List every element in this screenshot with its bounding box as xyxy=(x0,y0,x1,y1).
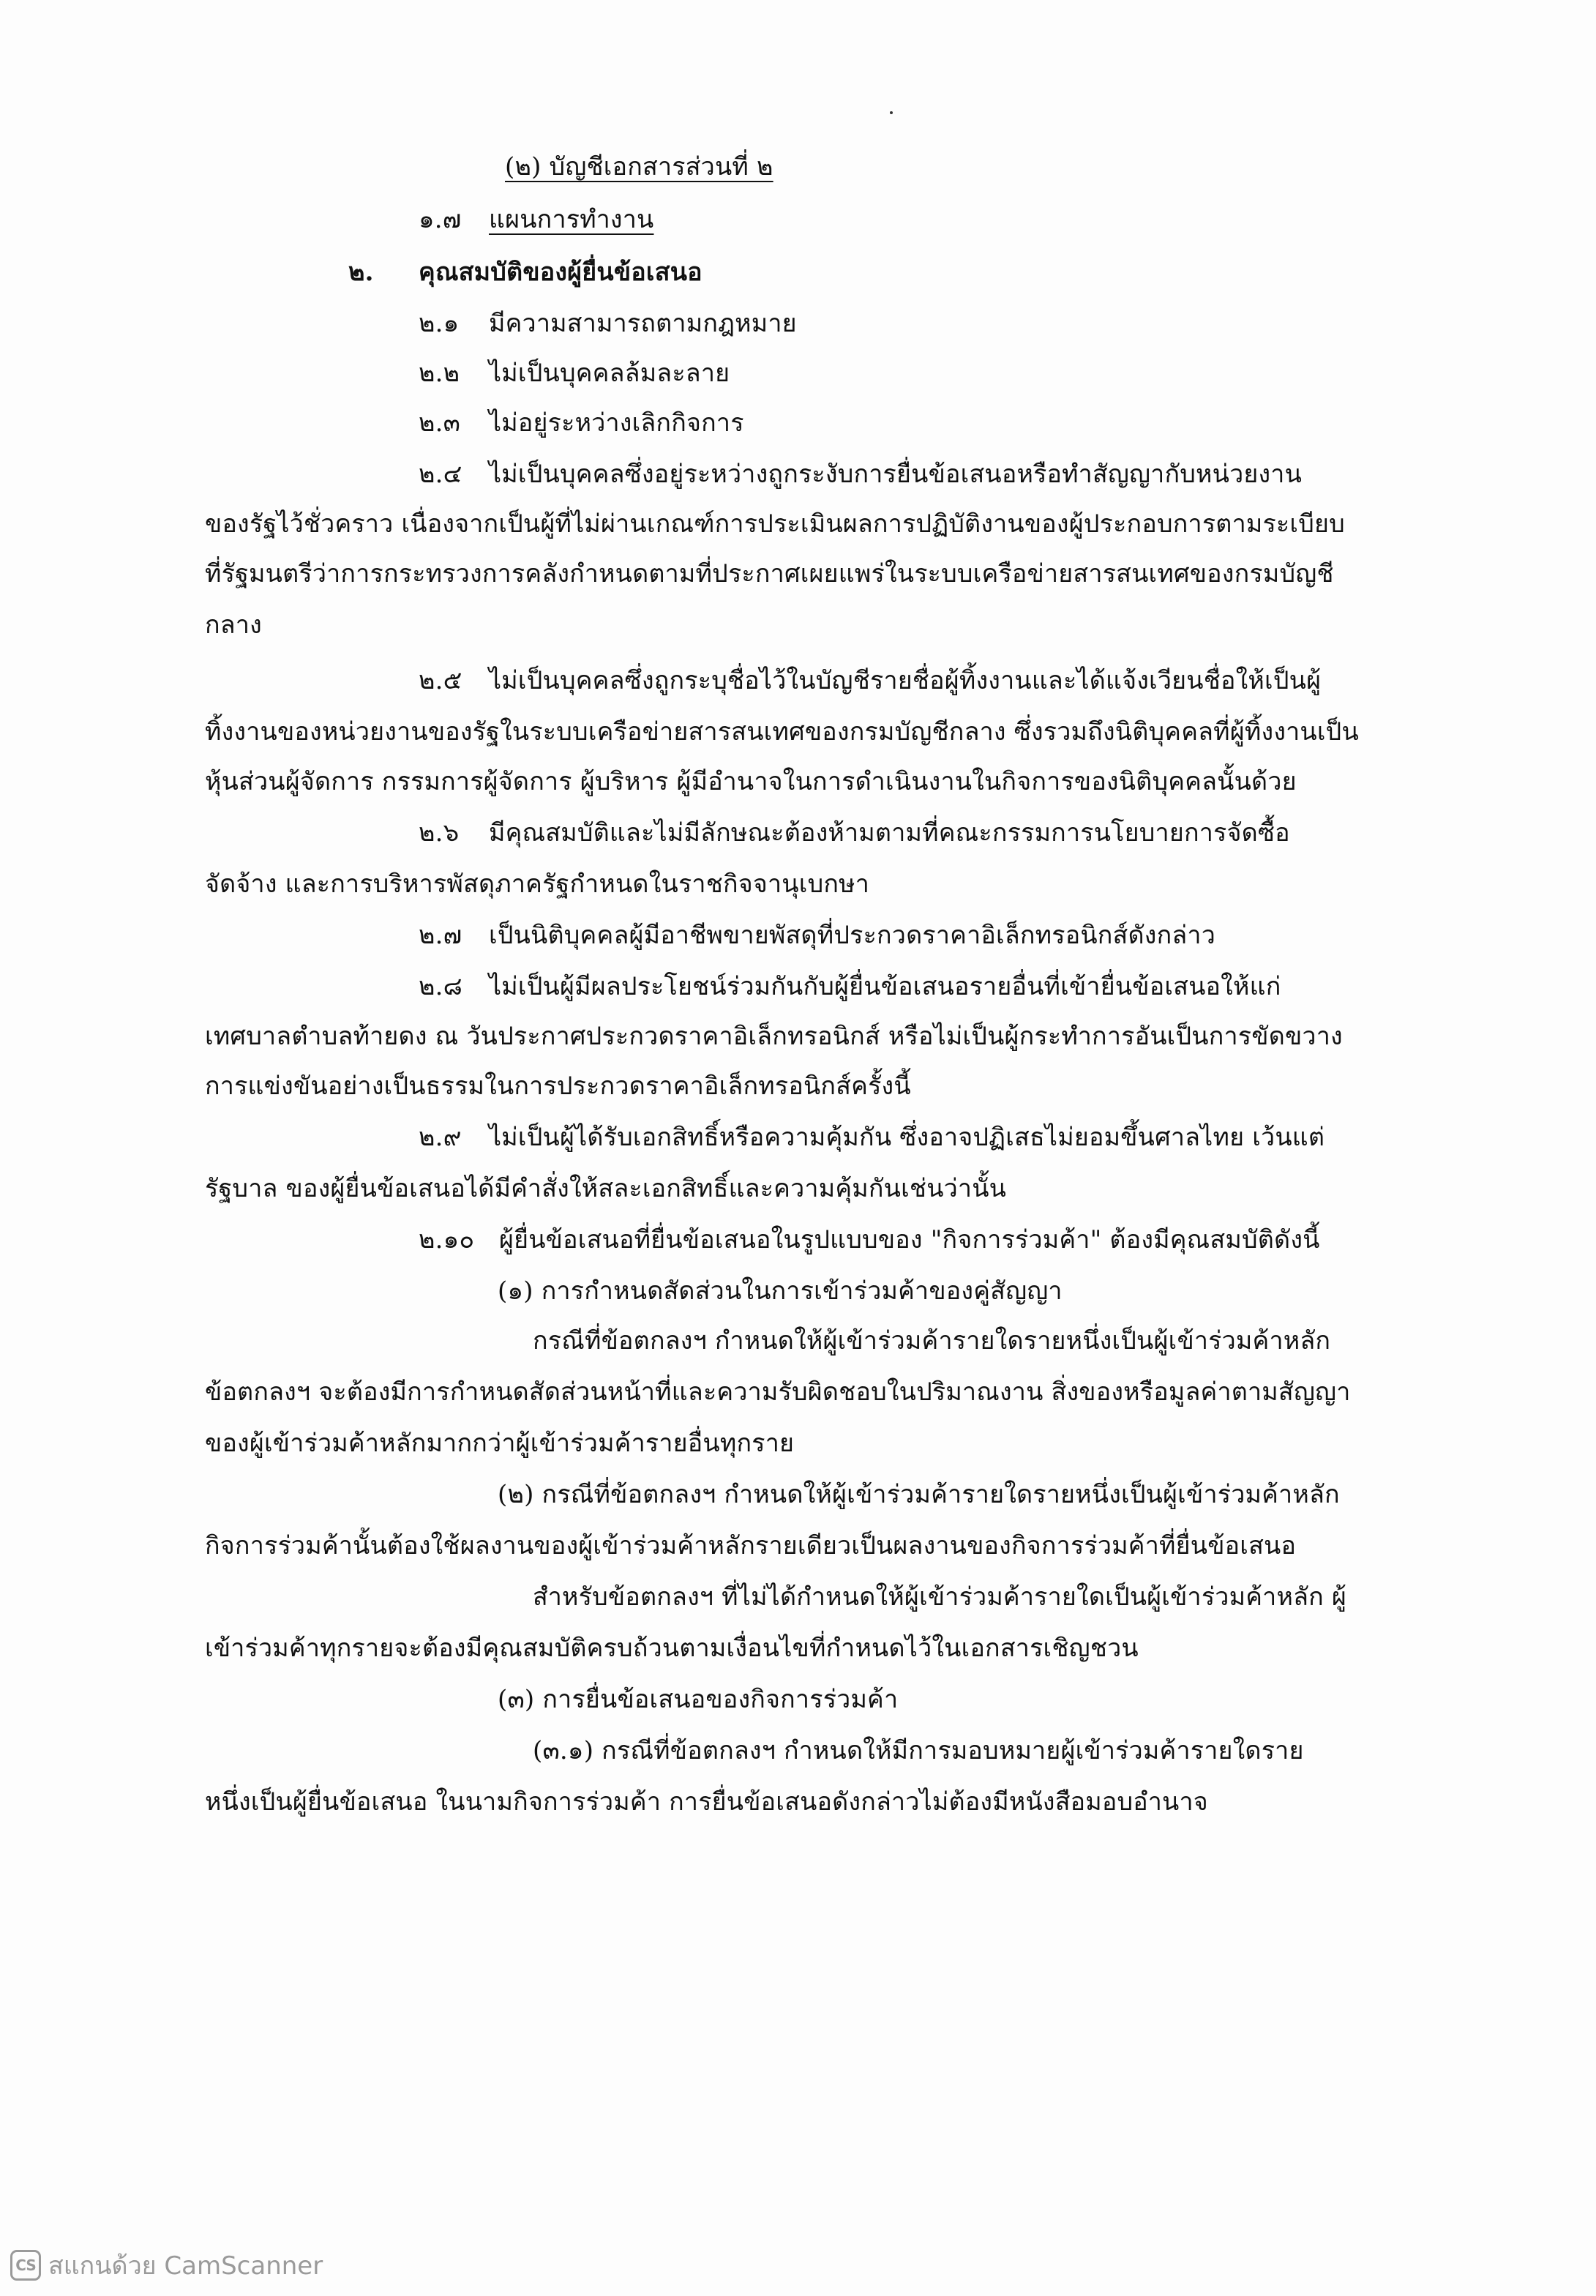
doc-line-30: เข้าร่วมค้าทุกรายจะต้องมีคุณสมบัติครบถ้วนตามเงื่อนไขที่กำหนดไว้ในเอกสารเชิญชวน xyxy=(205,1634,1139,1663)
doc-line-07 xyxy=(419,458,1302,490)
doc-line-21: รัฐบาล ของผู้ยื่นข้อเสนอได้มีคำสั่งให้สละเอกสิทธิ์และความคุ้มกันเช่นว่านั้น xyxy=(205,1174,1007,1203)
doc-line-20 xyxy=(419,1121,1325,1153)
doc-line-22 xyxy=(419,1224,1320,1256)
item-number: ๒.๓ xyxy=(419,408,461,438)
doc-line-27: (๒) กรณีที่ข้อตกลงฯ กำหนดให้ผู้เข้าร่วมค้ารายใดรายหนึ่งเป็นผู้เข้าร่วมค้าหลัก xyxy=(498,1480,1340,1509)
item-text: ไม่เป็นผู้ได้รับเอกสิทธิ์หรือความคุ้มกัน ซึ่งอาจปฏิเสธไม่ยอมขึ้นศาลไทย เว้นแต่ xyxy=(489,1123,1325,1152)
item-number: ๒.๙ xyxy=(419,1123,462,1152)
section-title: คุณสมบัติของผู้ยื่นข้อเสนอ xyxy=(419,258,703,287)
item-number: ๒.๑ xyxy=(419,309,460,338)
item-text: ผู้ยื่นข้อเสนอที่ยื่นข้อเสนอในรูปแบบของ "กิจการร่วมค้า" ต้องมีคุณสมบัติดังนี้ xyxy=(499,1225,1320,1254)
item-text: ไม่เป็นบุคคลล้มละลาย xyxy=(489,359,730,388)
doc-line-04 xyxy=(419,307,797,340)
doc-line-01: (๒) บัญชีเอกสารส่วนที่ ๒ xyxy=(505,152,773,182)
doc-line-16 xyxy=(419,919,1215,951)
doc-line-29: สำหรับข้อตกลงฯ ที่ไม่ได้กำหนดให้ผู้เข้าร่วมค้ารายใดเป็นผู้เข้าร่วมค้าหลัก ผู้ xyxy=(533,1582,1347,1612)
scan-speck xyxy=(890,111,893,114)
item-number: ๒.๖ xyxy=(419,818,460,848)
doc-line-23: (๑) การกำหนดสัดส่วนในการเข้าร่วมค้าของคู่สัญญา xyxy=(498,1276,1063,1306)
doc-line-12: ทิ้งงานของหน่วยงานของรัฐในระบบเครือข่ายสารสนเทศของกรมบัญชีกลาง ซึ่งรวมถึงนิติบุคคลที่ผู้ทิ้งงานเป็น xyxy=(205,717,1359,747)
item-number: ๒.๒ xyxy=(419,359,460,388)
doc-line-25: ข้อตกลงฯ จะต้องมีการกำหนดสัดส่วนหน้าที่และความรับผิดชอบในปริมาณงาน สิ่งของหรือมูลค่าตามสัญญา xyxy=(205,1377,1351,1407)
item-text: มีคุณสมบัติและไม่มีลักษณะต้องห้ามตามที่คณะกรรมการนโยบายการจัดซื้อ xyxy=(489,818,1290,848)
doc-line-17 xyxy=(419,971,1281,1003)
item-text: เป็นนิติบุคคลผู้มีอาชีพขายพัสดุที่ประกวดราคาอิเล็กทรอนิกส์ดังกล่าว xyxy=(489,921,1215,950)
item-text: ไม่เป็นบุคคลซึ่งถูกระบุชื่อไว้ในบัญชีรายชื่อผู้ทิ้งงานและได้แจ้งเวียนชื่อให้เป็นผู้ xyxy=(489,666,1322,695)
item-text: แผนการทำงาน xyxy=(489,205,654,234)
doc-line-02 xyxy=(419,203,653,236)
doc-line-15: จัดจ้าง และการบริหารพัสดุภาครัฐกำหนดในราชกิจจานุเบกษา xyxy=(205,870,870,899)
item-text: ไม่อยู่ระหว่างเลิกกิจการ xyxy=(489,408,744,438)
item-text: ไม่เป็นบุคคลซึ่งอยู่ระหว่างถูกระงับการยื่นข้อเสนอหรือทำสัญญากับหน่วยงาน xyxy=(489,460,1303,489)
doc-line-32: (๓.๑) กรณีที่ข้อตกลงฯ กำหนดให้มีการมอบหมายผู้เข้าร่วมค้ารายใดราย xyxy=(533,1736,1304,1765)
item-number: ๒.๔ xyxy=(419,460,462,489)
doc-line-19: การแข่งขันอย่างเป็นธรรมในการประกวดราคาอิเล็กทรอนิกส์ครั้งนี้ xyxy=(205,1072,911,1101)
doc-line-06 xyxy=(419,407,744,439)
section-number: ๒. xyxy=(348,258,374,287)
doc-line-10: กลาง xyxy=(205,610,262,640)
item-number: ๒.๕ xyxy=(419,666,462,695)
item-number: ๒.๘ xyxy=(419,972,463,1001)
item-number: ๒.๑๐ xyxy=(419,1225,475,1254)
doc-line-11 xyxy=(419,665,1321,697)
doc-line-14 xyxy=(419,817,1290,849)
doc-line-13: หุ้นส่วนผู้จัดการ กรรมการผู้จัดการ ผู้บริหาร ผู้มีอำนาจในการดำเนินงานในกิจการของนิติบุคคลนั้นด้วย xyxy=(205,767,1297,796)
item-number: ๑.๗ xyxy=(419,205,462,234)
camscanner-logo-icon: CS xyxy=(10,2250,41,2281)
doc-line-08: ของรัฐไว้ชั่วคราว เนื่องจากเป็นผู้ที่ไม่ผ่านเกณฑ์การประเมินผลการปฏิบัติงานของผู้ประกอบการตามระเบียบ xyxy=(205,509,1345,539)
doc-line-31: (๓) การยื่นข้อเสนอของกิจการร่วมค้า xyxy=(498,1685,899,1714)
doc-line-33: หนึ่งเป็นผู้ยื่นข้อเสนอ ในนามกิจการร่วมค้า การยื่นข้อเสนอดังกล่าวไม่ต้องมีหนังสือมอบอำนาจ xyxy=(205,1787,1208,1817)
doc-line-09: ที่รัฐมนตรีว่าการกระทรวงการคลังกำหนดตามที่ประกาศเผยแพร่ในระบบเครือข่ายสารสนเทศของกรมบัญชี xyxy=(205,559,1334,588)
item-text: ไม่เป็นผู้มีผลประโยชน์ร่วมกันกับผู้ยื่นข้อเสนอรายอื่นที่เข้ายื่นข้อเสนอให้แก่ xyxy=(489,972,1281,1001)
doc-line-26: ของผู้เข้าร่วมค้าหลักมากกว่าผู้เข้าร่วมค้ารายอื่นทุกราย xyxy=(205,1429,795,1458)
watermark-text: สแกนด้วย CamScanner xyxy=(48,2251,323,2281)
section-heading xyxy=(348,256,703,288)
camscanner-watermark xyxy=(10,2245,323,2285)
doc-line-18: เทศบาลตำบลท้ายดง ณ วันประกาศประกวดราคาอิเล็กทรอนิกส์ หรือไม่เป็นผู้กระทำการอันเป็นการขัดขวาง xyxy=(205,1022,1343,1051)
doc-line-24: กรณีที่ข้อตกลงฯ กำหนดให้ผู้เข้าร่วมค้ารายใดรายหนึ่งเป็นผู้เข้าร่วมค้าหลัก xyxy=(533,1326,1331,1355)
item-text: มีความสามารถตามกฎหมาย xyxy=(489,309,797,338)
item-number: ๒.๗ xyxy=(419,921,462,950)
doc-line-05 xyxy=(419,357,730,389)
doc-line-28: กิจการร่วมค้านั้นต้องใช้ผลงานของผู้เข้าร่วมค้าหลักรายเดียวเป็นผลงานของกิจการร่วมค้าที่ยื่นข้อเสนอ xyxy=(205,1531,1297,1560)
